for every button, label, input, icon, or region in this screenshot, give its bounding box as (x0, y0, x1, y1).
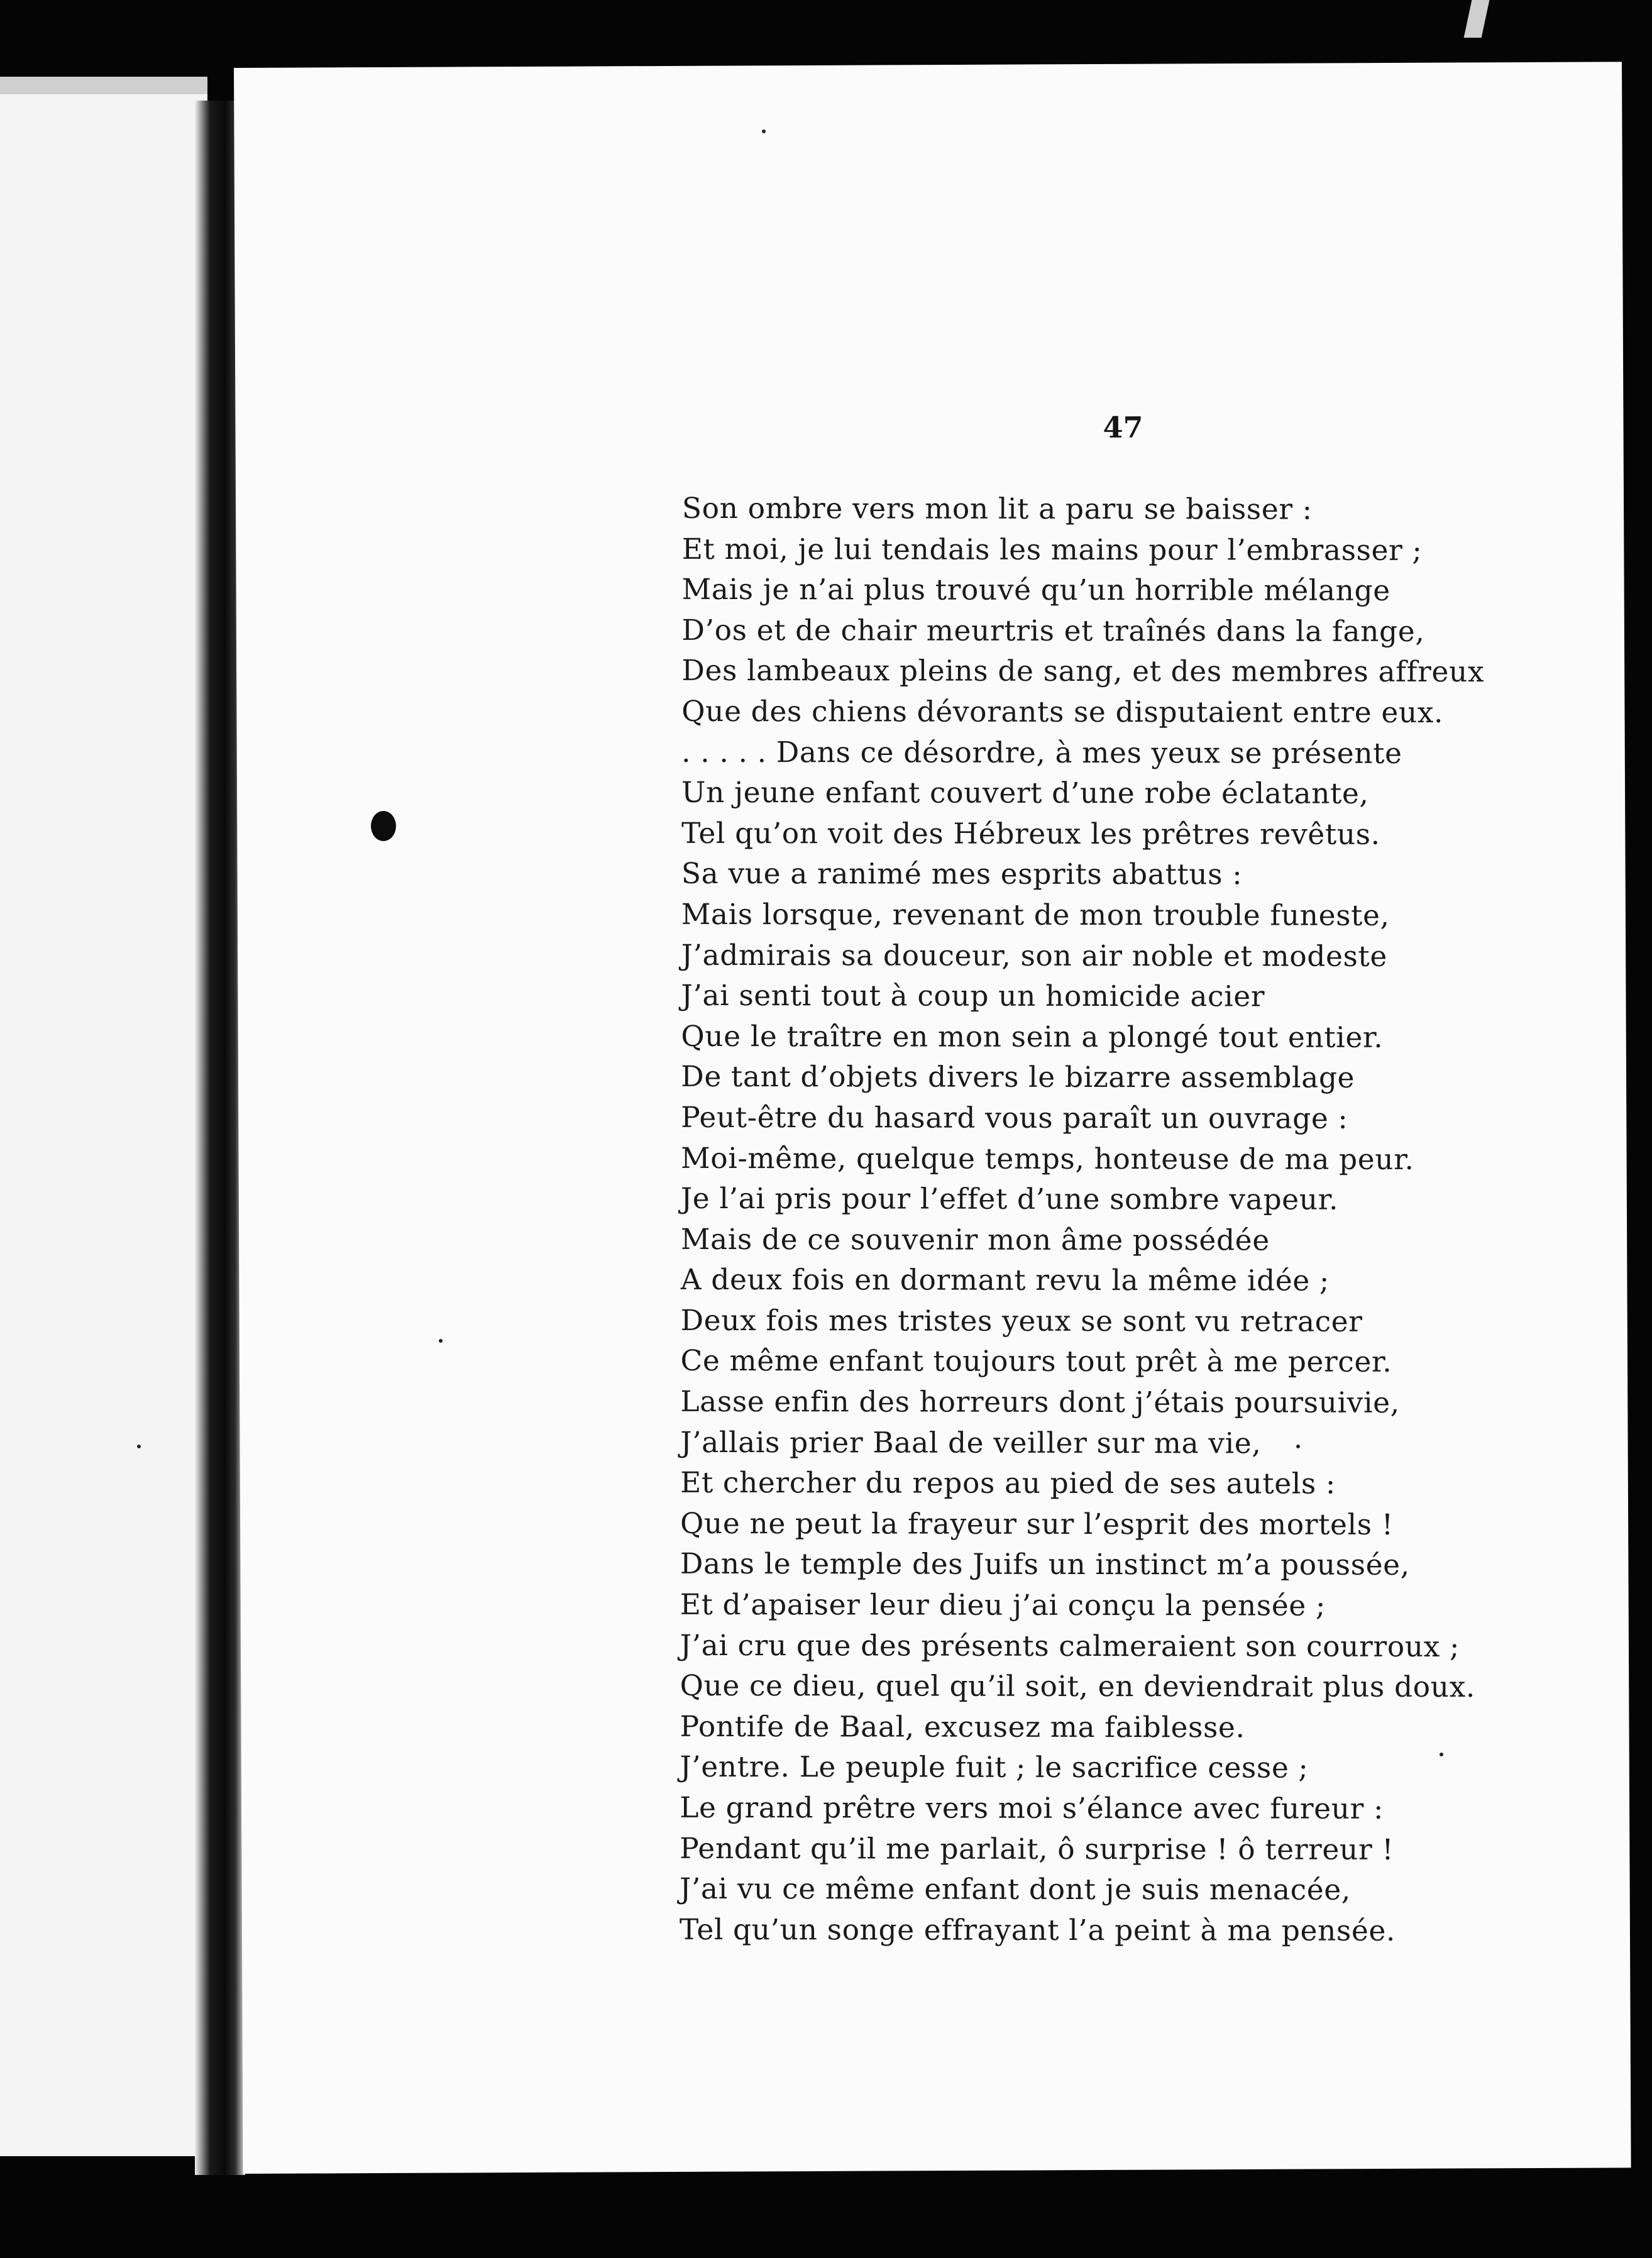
verse-line: J’admirais sa douceur, son air noble et modeste (681, 938, 1387, 973)
right-page (234, 62, 1631, 2174)
verse-line: De tant d’objets divers le bizarre assemblage (681, 1060, 1355, 1095)
dust-speck (1440, 1753, 1443, 1756)
verse-line: Deux fois mes tristes yeux se sont vu retracer (680, 1303, 1363, 1338)
verse-line: Ce même enfant toujours tout prêt à me percer. (680, 1344, 1392, 1379)
verse-line: Dans le temple des Juifs un instinct m’a poussée, (680, 1547, 1410, 1582)
verse-line: J’entre. Le peuple fuit ; le sacrifice cesse ; (680, 1750, 1309, 1785)
dust-speck (1296, 1445, 1300, 1448)
verse-line: J’ai cru que des présents calmeraient son courroux ; (680, 1628, 1460, 1663)
verse-line: Le grand prêtre vers moi s’élance avec fureur : (680, 1790, 1384, 1826)
dust-speck (439, 1339, 443, 1343)
verse-line: Peut-être du hasard vous paraît un ouvrage : (681, 1100, 1348, 1135)
verse-line: Et moi, je lui tendais les mains pour l’embrasser ; (681, 532, 1423, 567)
verse-line: Et chercher du repos au pied de ses autels : (680, 1466, 1336, 1501)
verse-line: Mais je n’ai plus trouvé qu’un horrible mélange (681, 573, 1390, 608)
verse-line: Des lambeaux pleins de sang, et des membres affreux (681, 654, 1485, 689)
verse-line: Que le traître en mon sein a plongé tout entier. (681, 1019, 1384, 1054)
verse-line: Mais de ce souvenir mon âme possédée (680, 1222, 1270, 1257)
verse-line: J’ai senti tout à coup un homicide acier (681, 979, 1265, 1013)
verse-line: Je l’ai pris pour l’effet d’une sombre vapeur. (680, 1181, 1339, 1216)
verse-line: Mais lorsque, revenant de mon trouble funeste, (681, 897, 1390, 932)
verse-line: J’ai vu ce même enfant dont je suis menacée, (679, 1872, 1351, 1907)
verse-line: Tel qu’un songe effrayant l’a peint à ma pensée. (679, 1912, 1396, 1947)
verse-line: Que ce dieu, quel qu’il soit, en deviendrait plus doux. (680, 1669, 1475, 1704)
page-number: 47 (1103, 410, 1143, 444)
verse-line: . . . . . Dans ce désordre, à mes yeux se présente (681, 735, 1402, 770)
verse-line: Son ombre vers mon lit a paru se baisser : (681, 491, 1313, 526)
verse-line: J’allais prier Baal de veiller sur ma vie, (680, 1425, 1262, 1460)
paper-corner-tab (1464, 0, 1490, 38)
verse-line: Que des chiens dévorants se disputaient entre eux. (681, 694, 1444, 729)
dust-speck (762, 129, 766, 133)
verse-line: Que ne peut la frayeur sur l’esprit des mortels ! (680, 1506, 1394, 1541)
verse-line: D’os et de chair meurtris et traînés dans la fange, (681, 613, 1425, 648)
verse-line: A deux fois en dormant revu la même idée ; (680, 1263, 1330, 1297)
verse-line: Pendant qu’il me parlait, ô surprise ! ô terreur ! (680, 1831, 1394, 1866)
verse-block (680, 488, 1562, 1952)
verse-line: Moi-même, quelque temps, honteuse de ma peur. (681, 1141, 1414, 1176)
verse-line: Pontife de Baal, excusez ma faiblesse. (680, 1709, 1245, 1744)
verse-line: Tel qu’on voit des Hébreux les prêtres revêtus. (681, 816, 1380, 851)
verse-line: Et d’apaiser leur dieu j’ai conçu la pensée ; (680, 1587, 1326, 1622)
left-page-margin (0, 94, 207, 2156)
dust-speck (137, 1445, 141, 1448)
verse-line: Lasse enfin des horreurs dont j’étais poursuivie, (680, 1384, 1400, 1419)
verse-line: Un jeune enfant couvert d’une robe éclatante, (681, 776, 1369, 810)
ink-blot (371, 811, 396, 841)
verse-line: Sa vue a ranimé mes esprits abattus : (681, 857, 1243, 891)
